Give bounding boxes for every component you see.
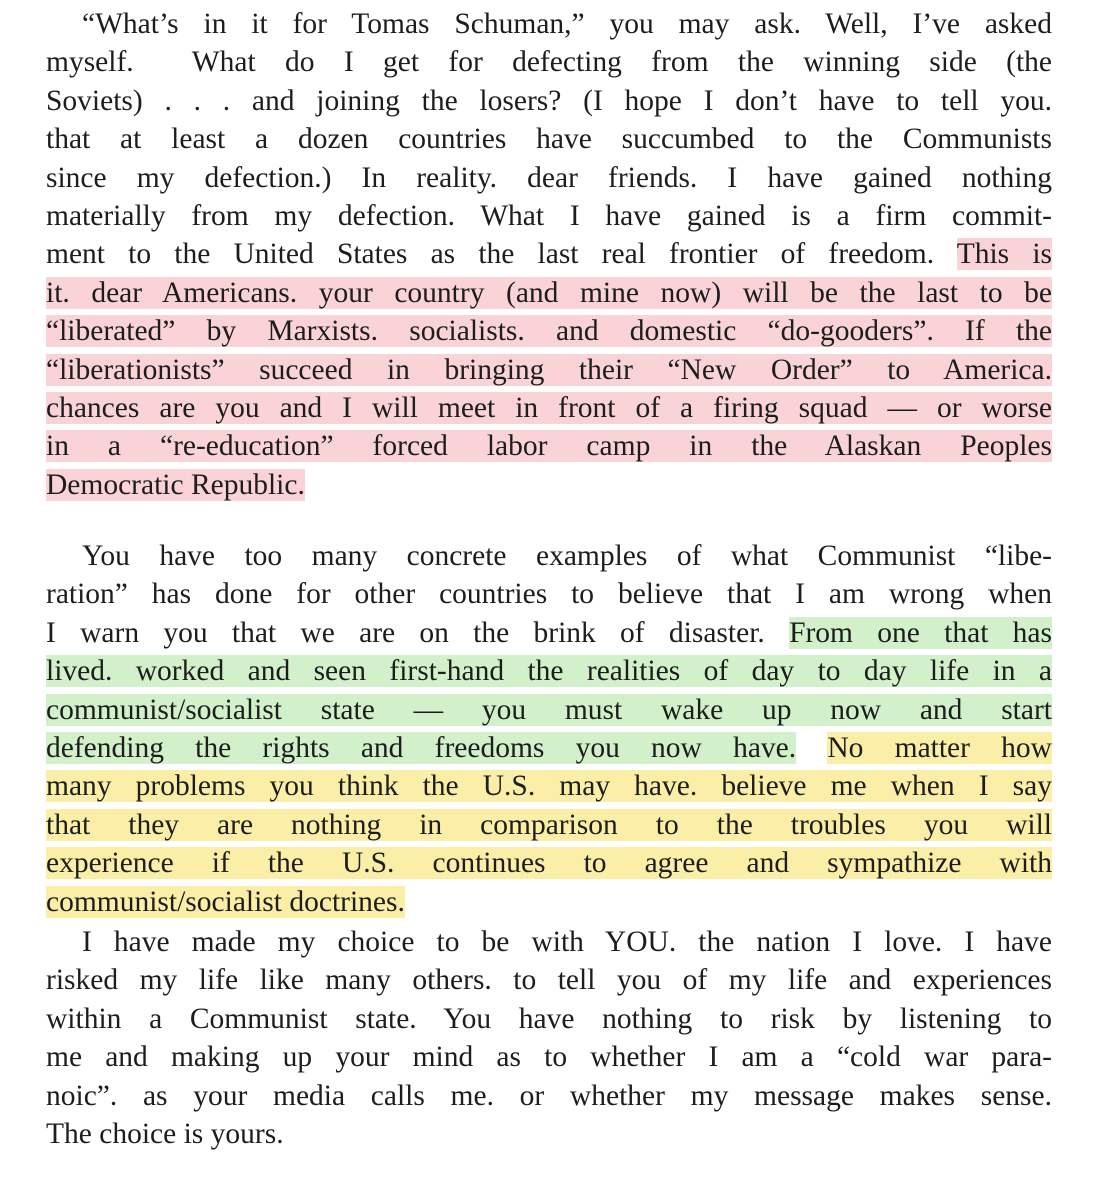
- highlighted-text-pink: “liberationists” succeed in bringing their “New Order” to America.: [46, 353, 1052, 386]
- line-text: You have too many concrete examples of what Communist “libe-: [82, 540, 1052, 572]
- line-text: I warn you that we are on the brink of disaster.: [46, 616, 790, 649]
- line-text: The choice is yours.: [46, 1118, 284, 1150]
- text-line: [46, 883, 1052, 921]
- line-text: “What’s in it for Tomas Schuman,” you may ask. Well, I’ve asked: [82, 8, 1052, 40]
- highlighted-text-green: communist/socialist state — you must wake up now and start: [46, 693, 1052, 726]
- text-line: [82, 5, 1052, 43]
- text-line: [46, 767, 1052, 805]
- text-line: [46, 729, 1052, 767]
- text-line: [46, 652, 1052, 690]
- text-line: [46, 806, 1052, 844]
- line-text: materially from my defection. What I have gained is a firm commit-: [46, 200, 1052, 232]
- text-line: [46, 466, 1052, 504]
- line-text: I have made my choice to be with YOU. the nation I love. I have: [82, 926, 1052, 958]
- text-line: [46, 197, 1052, 235]
- text-line: [46, 1038, 1052, 1076]
- line-text: noic”. as your media calls me. or whether my message makes sense.: [46, 1079, 1052, 1112]
- text-line: [46, 575, 1052, 613]
- highlighted-text-yellow: that they are nothing in comparison to the troubles you will: [46, 808, 1052, 841]
- line-text: that at least a dozen countries have succumbed to the Communists: [46, 123, 1052, 156]
- text-line: [46, 389, 1052, 427]
- highlighted-text-green: From one that has: [789, 616, 1052, 649]
- text-line: [46, 312, 1052, 350]
- highlighted-text-pink: in a “re-education” forced labor camp in the Alaskan Peoples: [46, 430, 1052, 463]
- highlighted-text-green: lived. worked and seen first-hand the realities of day to day life in a: [46, 655, 1052, 688]
- text-line: [46, 691, 1052, 729]
- text-line: [46, 1077, 1052, 1115]
- highlighted-text-yellow: communist/socialist doctrines.: [46, 885, 405, 918]
- highlighted-text-yellow: experience if the U.S. continues to agree and sympathize with: [46, 847, 1052, 880]
- line-text: ment to the United States as the last real frontier of freedom.: [46, 238, 957, 271]
- line-text: myself. What do I get for defecting from the winning side (the: [46, 46, 1052, 79]
- text-line: [46, 235, 1052, 273]
- line-text: Soviets) . . . and joining the losers? (I hope I don’t have to tell you.: [46, 84, 1052, 117]
- text-line: [46, 82, 1052, 120]
- highlighted-text-pink: “liberated” by Marxists. socialists. and domestic “do-gooders”. If the: [46, 315, 1052, 348]
- line-text: within a Communist state. You have nothing to risk by listening to: [46, 1002, 1052, 1035]
- text-line: [46, 1115, 1052, 1153]
- highlighted-text-pink: Democratic Republic.: [46, 468, 305, 501]
- text-line: [82, 923, 1052, 961]
- highlighted-text-pink: This is: [956, 238, 1052, 271]
- text-line: [46, 427, 1052, 465]
- text-line: [46, 159, 1052, 197]
- text-line: [46, 43, 1052, 81]
- text-line: [46, 1000, 1052, 1038]
- highlighted-text-yellow: No matter how: [827, 732, 1052, 764]
- text-line: [82, 537, 1052, 575]
- scanned-page: [46, 0, 1052, 1200]
- line-text: risked my life like many others. to tell you of my life and experiences: [46, 964, 1052, 997]
- highlighted-text-green: defending the rights and freedoms you now have.: [46, 732, 797, 764]
- highlighted-text-yellow: many problems you think the U.S. may have. believe me when I say: [46, 770, 1052, 803]
- text-line: [46, 614, 1052, 652]
- text-line: [46, 120, 1052, 158]
- highlighted-text-pink: chances are you and I will meet in front of a firing squad — or worse: [46, 392, 1052, 424]
- line-text: me and making up your mind as to whether I am a “cold war para-: [46, 1041, 1052, 1074]
- text-line: [46, 961, 1052, 999]
- text-line: [46, 844, 1052, 882]
- highlighted-text-pink: it. dear Americans. your country (and mine now) will be the last to be: [46, 276, 1052, 309]
- line-text: ration” has done for other countries to believe that I am wrong when: [46, 578, 1052, 611]
- line-text: since my defection.) In reality. dear friends. I have gained nothing: [46, 161, 1052, 194]
- text-line: [46, 351, 1052, 389]
- line-text: [796, 732, 827, 764]
- text-line: [46, 274, 1052, 312]
